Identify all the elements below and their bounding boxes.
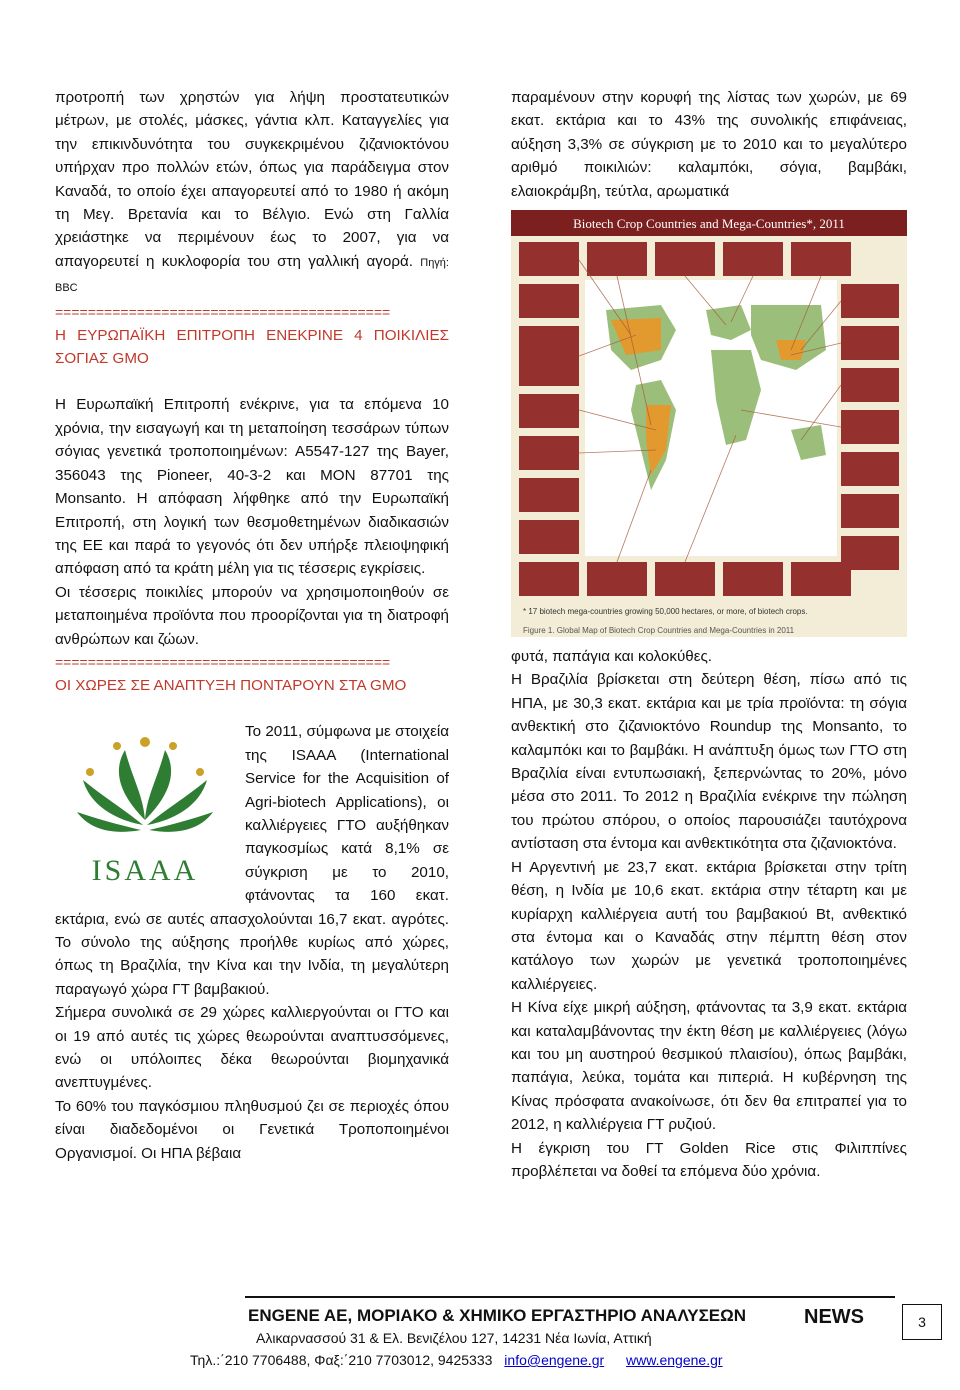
article-paragraph: Το 60% του παγκόσμιου πληθυσμού ζει σε περιοχές όπου είναι διαδεδομένοι οι Γενετικά Τροποποιημένοι Οργανισμοί. Οι ΗΠΑ βέβαια (55, 1097, 449, 1162)
article-heading: Η ΕΥΡΩΠΑΪΚΗ ΕΠΙΤΡΟΠΗ ΕΝΕΚΡΙΝΕ 4 ΠΟΙΚΙΛΙΕΣ ΣΟΓΙΑΣ GMO (55, 326, 449, 368)
separator: ========================================= (55, 653, 391, 670)
source-note: Πηγή: BBC (55, 256, 449, 295)
page-footer (0, 1296, 960, 1376)
logo-text: ISAAA (91, 854, 199, 888)
page-number: 3 (902, 1304, 942, 1340)
article-paragraph: Η Κίνα είχε μικρή αύξηση, φτάνοντας τα 3,9 εκατ. εκτάρια και καταλαμβάνοντας την έκτη θέση με καλλιέργειες (λόγω και του μη αυστηρού θεσμικού πλαισίου), όπως βαμβάκι, παπάγια, λεύκα, τομάτα και πιπεριά. Η κυβέρνηση της Κίνας πρόσφατα ανακοίνωσε, ότι δεν θα επιτραπεί για το 2012, η καλλιέργεια ΓΤ ρυζιού. (511, 999, 907, 1134)
article-paragraph: Η Βραζιλία βρίσκεται στη δεύτερη θέση, πίσω από τις ΗΠΑ, με 30,3 εκατ. εκτάρια και με τρία προϊόντα: τη σόγια ανθεκτική στο ζιζανιοκτόνο Roundup της Monsanto, το καλαμπόκι και το βαμβάκι. Η ανάπτυξη όμως των ΓΤΟ στη Βραζιλία είναι εντυπωσιακή, ξεπερνώντας το 20%, μόνο μέσα στο 2011. Το 2012 η Βραζιλία ενέκρινε την πώληση του πρώτου σπόρου, ο οποίος παρουσιάζει ταυτόχρονα αντίσταση στα έντομα και ανθεκτικότητα στα ζιζανιοκτόνα. (511, 671, 907, 853)
biotech-map-figure (511, 210, 907, 637)
figure-title: Biotech Crop Countries and Mega-Countries*, 2011 (573, 216, 845, 232)
right-column (511, 86, 907, 1183)
left-column (55, 86, 449, 1165)
phone-fax: Τηλ.:΄210 7706488, Φαξ:΄210 7703012, 9425333 (190, 1352, 493, 1368)
news-label: NEWS (804, 1306, 864, 1328)
contact-line (190, 1352, 723, 1368)
article-paragraph: Σήμερα συνολικά σε 29 χώρες καλλιεργούνται οι ΓΤΟ και οι 19 από αυτές τις χώρες θεωρούνται αναπτυσσόμενες, ενώ οι υπόλοιπες δέκα θεωρούνται βιομηχανικά ανεπτυγμένες. (55, 1004, 449, 1092)
article-paragraph: προτροπή των χρηστών για λήψη προστατευτικών μέτρων, με στολές, μάσκες, γάντια κλπ. Καταγγελίες για την επικινδυνότητα του συγκεκριμένου ζιζανιοκτόνου υπήρχαν προ πολλών ετών, όπως για παράδειγμα στον Καναδά, το οποίο έχει απαγορευτεί από το 1980 ή ακόμη τη Μεγ. Βρετανία και το Βέλγιο. Ενώ στη Γαλλία χρειάστηκε να περιμένουν έως το 2007, για να απαγορευτεί η κυκλοφορία του στη γαλλική αγορά. Πηγή: BBC (55, 89, 449, 295)
article-heading: ΟΙ ΧΩΡΕΣ ΣΕ ΑΝΑΠΤΥΞΗ ΠΟΝΤΑΡΟΥΝ ΣΤΑ GMO (55, 676, 407, 694)
figure-note: * 17 biotech mega-countries growing 50,000 hectares, or more, of biotech crops. (523, 607, 808, 617)
article-paragraph: φυτά, παπάγια και κολοκύθες. (511, 648, 713, 666)
separator: ========================================= (55, 303, 391, 320)
article-paragraph: Η Ευρωπαϊκή Επιτροπή ενέκρινε, για τα επόμενα 10 χρόνια, την εισαγωγή και τη μεταποίηση τεσσάρων τύπων σόγιας γενετικά τροποποιημένων: A5547-127 της Bayer, 356043 της Pioneer, 40-3-2 και MON 87701 της Monsanto. Η απόφαση λήφθηκε από την Ευρωπαϊκή Επιτροπή, στη λογική των θεσμοθετημένων διαδικασιών της ΕΕ και παρά το γεγονός ότι δεν υπήρξε πλειοψηφική απόφαση από τα κράτη μέλη για τις τέσσερις εγκρίσεις. (55, 396, 449, 578)
article-paragraph: Το 2011, σύμφωνα με στοιχεία της ISAAA (International Service for the Acquisition of Agri-biotech Applications), οι καλλιέργειες ΓΤΟ αυξήθηκαν παγκοσμίως κατά 8,1% σε σύγκριση με το 2010, φτάνοντας τα 160 εκατ. εκτάρια, ενώ σε αυτές απασχολούνται 16,7 εκατ. αγρότες. Το σύνολο της αύξησης προήλθε κυρίως από χώρες, όπως τη Βραζιλία, την Κίνα και την Ινδία, τη μεγαλύτερη παραγωγό χώρα ΓΤ βαμβακιού. (55, 723, 449, 998)
article-paragraph: Η έγκριση του ΓΤ Golden Rice στις Φιλιππίνες προβλέπεται να δοθεί τα επόμενα δύο χρόνια. (511, 1139, 907, 1180)
article-paragraph: Οι τέσσερις ποικιλίες μπορούν να χρησιμοποιηθούν σε μεταποιημένα προϊόντα που προορίζονται για τη διατροφή ανθρώπων και ζώων. (55, 583, 449, 648)
isaaa-logo (55, 720, 235, 905)
article-paragraph: Η Αργεντινή με 23,7 εκατ. εκτάρια βρίσκεται στην τρίτη θέση, η Ινδία με 10,6 εκατ. εκτάρια στην τέταρτη και με κυρίαρχη καλλιέργεια αυτή του βαμβακιού Bt, ανθεκτικό στα έντομα και ο Καναδάς στην πέμπτη θέση στον κατάλογο των χωρών με γενετικά τροποποιημένες καλλιέργειες. (511, 858, 907, 993)
website-link[interactable]: www.engene.gr (626, 1352, 723, 1368)
company-address: Αλικαρνασσού 31 & Ελ. Βενιζέλου 127, 14231 Νέα Ιωνία, Αττική (256, 1330, 652, 1346)
footer-divider (245, 1296, 895, 1298)
figure-caption: Figure 1. Global Map of Biotech Crop Countries and Mega-Countries in 2011 (523, 626, 795, 636)
company-name: ENGENE AE, ΜΟΡΙΑΚΟ & ΧΗΜΙΚΟ ΕΡΓΑΣΤΗΡΙΟ ΑΝΑΛΥΣΕΩΝ (248, 1306, 747, 1325)
article-paragraph: παραμένουν στην κορυφή της λίστας των χωρών, με 69 εκατ. εκτάρια και το 43% της συνολικής επιφάνειας, αύξηση 3,3% σε σύγκριση με το 2010 και το μεγαλύτερο αριθμό ποικιλιών: καλαμπόκι, σόγια, βαμβάκι, ελαιοκράμβη, τεύτλα, αρωματικά (511, 89, 907, 200)
email-link[interactable]: info@engene.gr (504, 1352, 605, 1368)
